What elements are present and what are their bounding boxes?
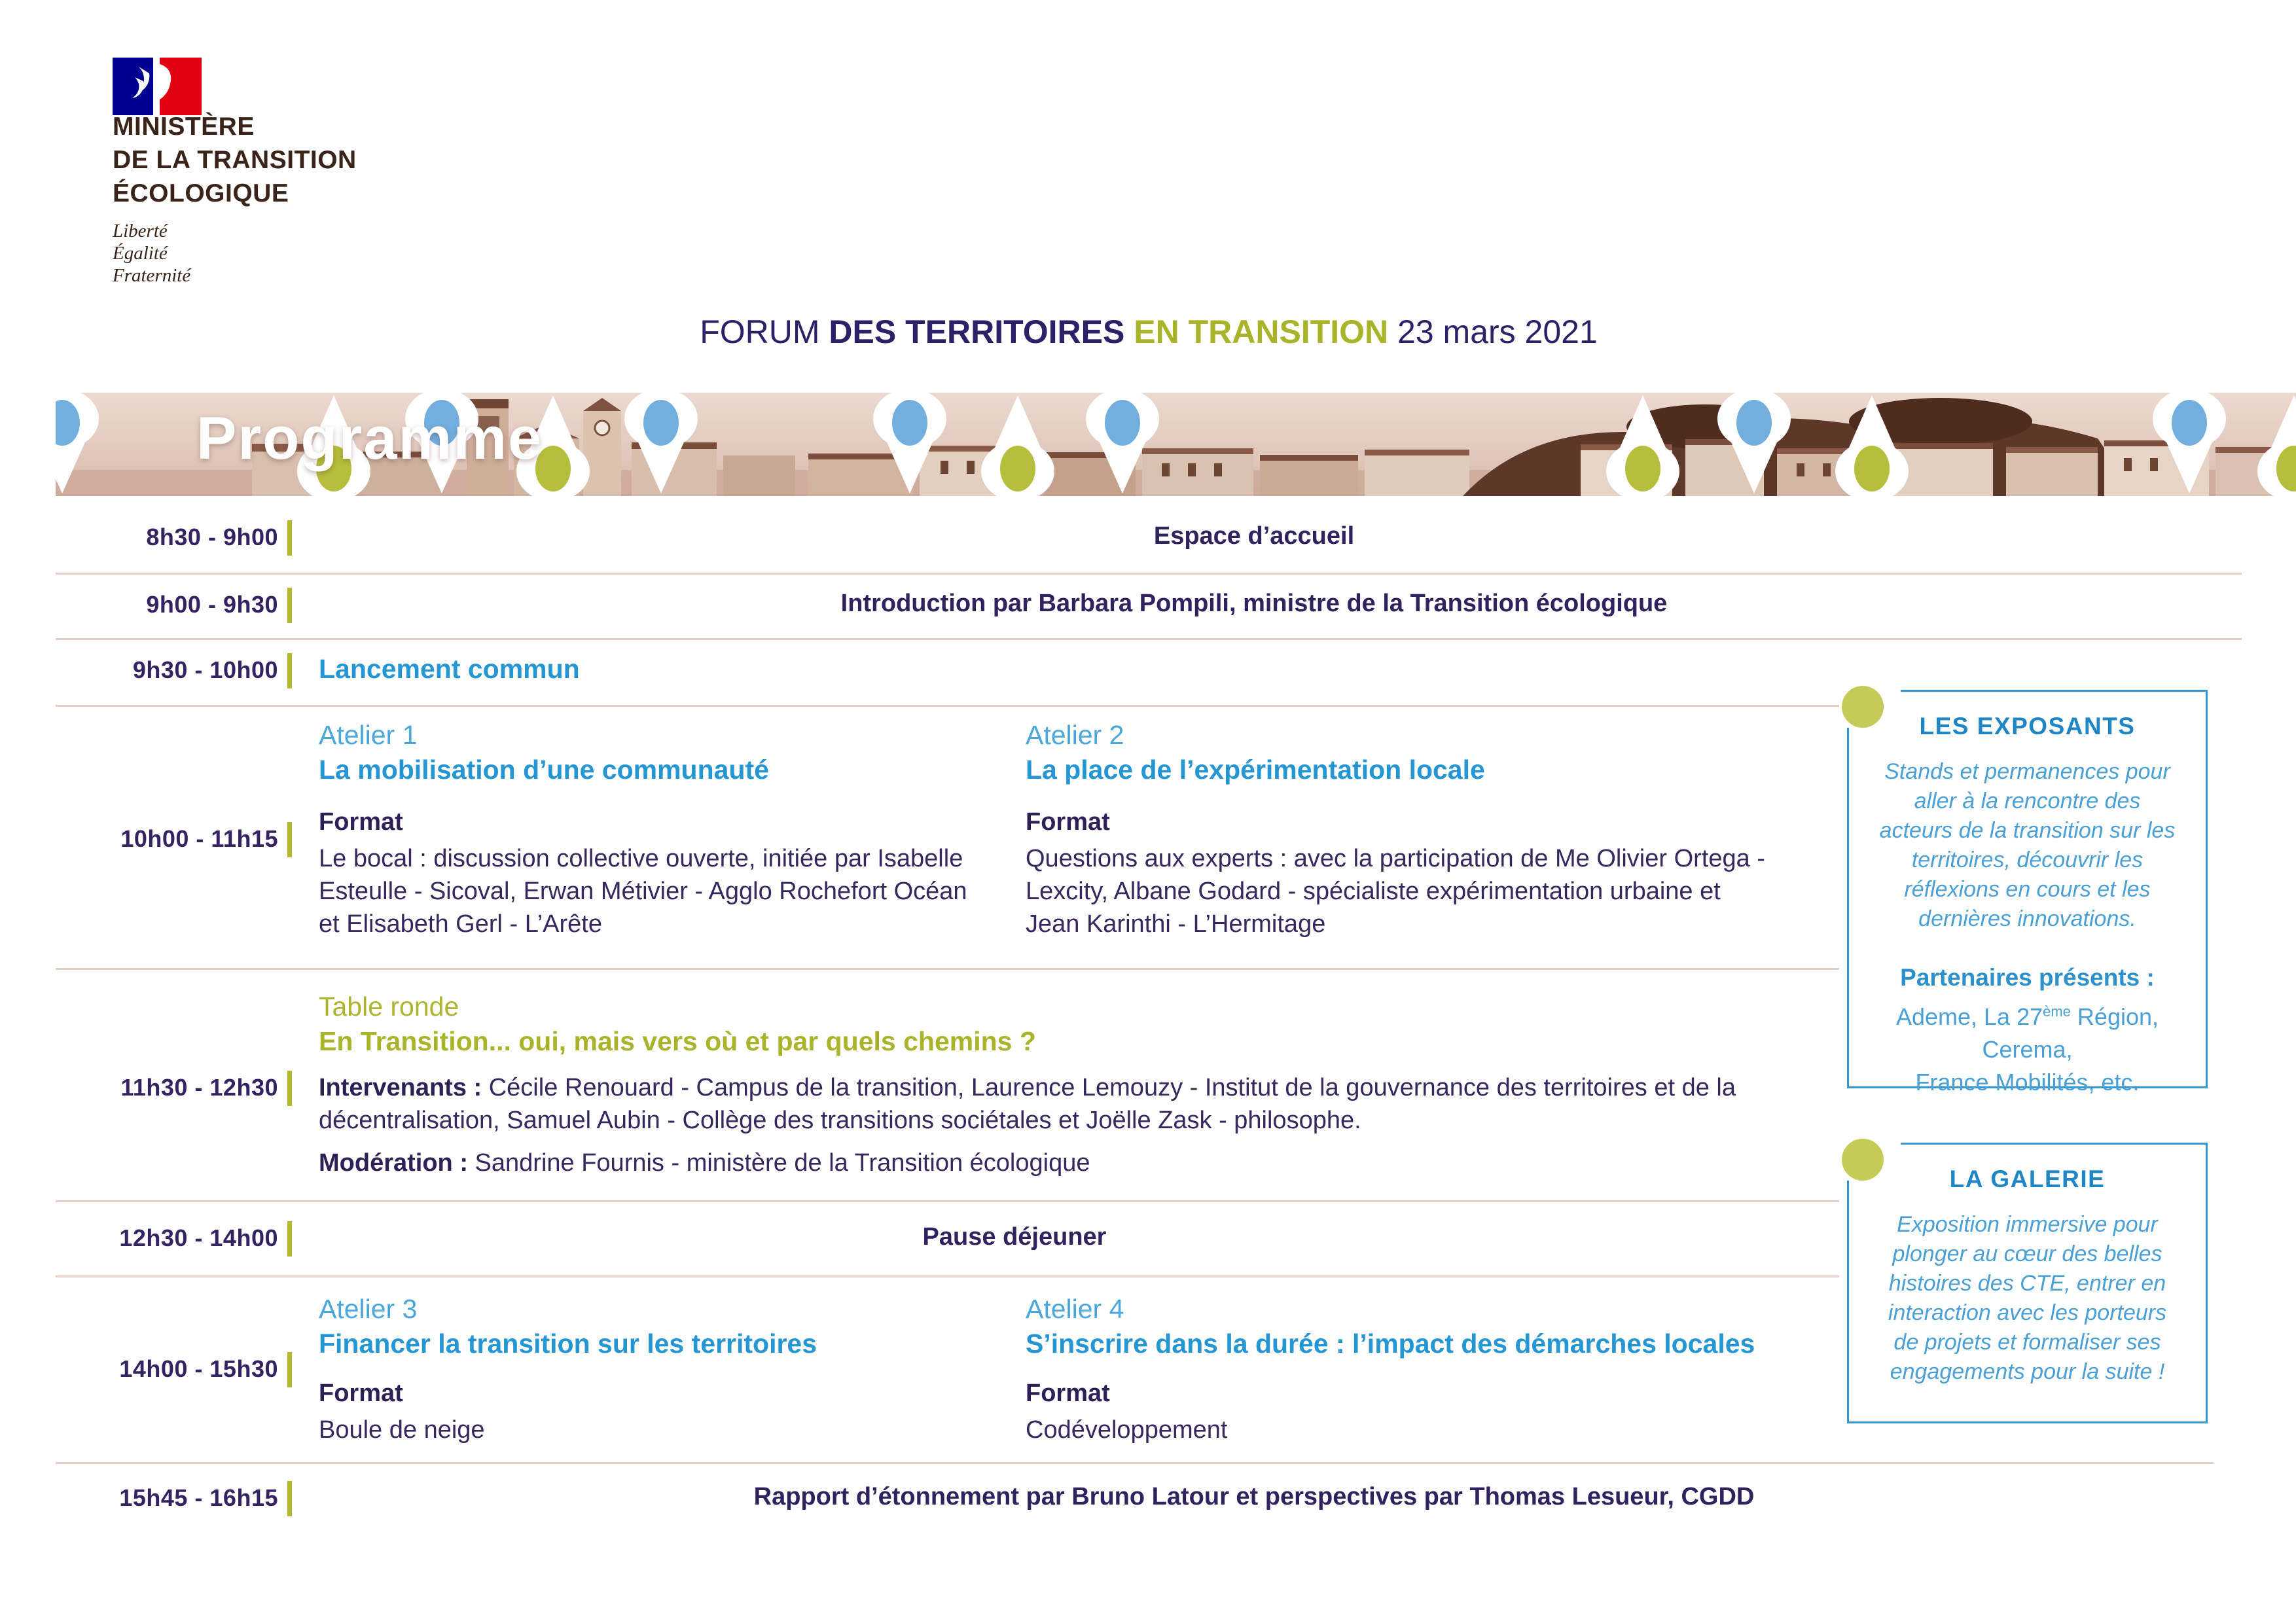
row-divider [56,1200,1839,1202]
moderation-text: Sandrine Fournis - ministère de la Transition écologique [475,1149,1090,1177]
atelier2-format-label: Format [1026,808,1110,836]
atelier2-label: Atelier 2 [1026,720,1124,750]
time-row5: 11h30 - 12h30 [120,1074,278,1101]
galerie-description: Exposition immersive pour plonger au cœur des belles histoires des CTE, entrer en interaction avec les porteurs de projets et formaliser ses engagements pour la suite ! [1888,1212,2167,1384]
atelier3-format-text: Boule de neige [319,1416,485,1444]
time-row4: 10h00 - 11h15 [120,825,278,852]
motto-fraternite: Fraternité [113,265,191,286]
time-bar [287,653,292,688]
time-bar [287,1481,292,1516]
banner-title: Programme [196,405,543,472]
ministry-name [113,110,357,210]
table-ronde-title: En Transition... oui, mais vers où et par quels chemins ? [319,1026,1036,1056]
row-divider [56,1462,2214,1464]
atelier3-label: Atelier 3 [319,1294,418,1324]
olive-dot-icon [1842,1139,1884,1181]
event-rapport: Rapport d’étonnement par Bruno Latour et perspectives par Thomas Lesueur, CGDD [753,1483,1755,1510]
time-row6: 12h30 - 14h00 [119,1224,278,1251]
event-pause-dejeuner: Pause déjeuner [922,1223,1107,1251]
row-divider [56,573,2242,575]
time-row8: 15h45 - 16h15 [119,1484,278,1511]
title-date: 23 mars 2021 [1388,313,1598,350]
atelier4-format-label: Format [1026,1380,1110,1407]
time-bar [287,520,292,556]
atelier1-format-text: Le bocal : discussion collective ouverte, initiée par Isabelle Esteulle - Sicoval, Erwan Métivier - Agglo Rochefort Océan et Elisabeth Gerl - L’Arête [319,845,967,938]
event-lancement-commun: Lancement commun [319,654,580,684]
motto-liberte: Liberté [113,221,168,241]
olive-dot-icon [1842,686,1884,728]
french-republic-flag-icon [113,58,202,115]
time-row1: 8h30 - 9h00 [146,524,278,550]
time-bar [287,1071,292,1106]
time-bar [287,1352,292,1387]
atelier1-label: Atelier 1 [319,720,418,750]
event-introduction: Introduction par Barbara Pompili, ministre de la Transition écologique [840,590,1668,617]
title-forum: FORUM [700,313,829,350]
speakers-label: Intervenants : [319,1074,489,1101]
row-divider [56,1275,1839,1277]
partners-line3: France Mobilités, etc. [1915,1069,2140,1096]
time-bar [287,588,292,623]
atelier2-format-text: Questions aux experts : avec la participation de Me Olivier Ortega - Lexcity, Albane Godard - spécialiste expérimentation urbaine et Jean Karinthi - L’Hermitage [1026,845,1765,938]
ministry-motto [113,220,190,287]
exposants-description: Stands et permanences pour aller à la rencontre des acteurs de la transition sur les territoires, découvrir les réflexions en cours et les dernières innovations. [1879,759,2176,931]
galerie-title: LA GALERIE [1949,1166,2106,1192]
speakers-text: Cécile Renouard - Campus de la transition, Laurence Lemouzy - Institut de la gouvernance des territoires et de la décentralisation, Samuel Aubin - Collège des transitions sociétales et Joëlle Zask - philosophe. [319,1074,1736,1134]
atelier3-format-label: Format [319,1380,403,1407]
partners-label: Partenaires présents : [1900,964,2155,991]
partners-line1: Ademe, La 27ème Région, [1895,1003,2159,1030]
atelier1-title: La mobilisation d’une communauté [319,755,769,785]
event-espace-accueil: Espace d’accueil [1153,522,1355,550]
time-row3: 9h30 - 10h00 [132,656,278,683]
table-ronde-label: Table ronde [319,991,459,1022]
partners-line2: Cerema, [1982,1036,2073,1063]
marianne-profile-icon [160,58,202,115]
exposants-title: LES EXPOSANTS [1919,713,2136,740]
banner-photo [56,393,2296,496]
time-row7: 14h00 - 15h30 [119,1355,278,1382]
atelier2-title: La place de l’expérimentation locale [1026,755,1485,785]
table-ronde-moderation [319,1147,1844,1179]
motto-egalite: Égalité [113,243,168,264]
title-transition: EN TRANSITION [1134,313,1389,350]
time-row2: 9h00 - 9h30 [146,591,278,618]
ministry-name-line1: MINISTÈRE [113,113,255,141]
moderation-label: Modération : [319,1149,475,1177]
ministry-name-line3: ÉCOLOGIQUE [113,179,289,207]
atelier4-format-text: Codéveloppement [1026,1416,1228,1444]
partners-list [1849,995,2206,1099]
galerie-box [1847,1143,2208,1423]
time-bar [287,822,292,857]
exposants-box [1847,690,2208,1096]
page-title [56,313,2242,351]
title-territoires: DES TERRITOIRES [829,313,1134,350]
atelier3-title: Financer la transition sur les territoires [319,1329,817,1359]
ministry-name-line2: DE LA TRANSITION [113,146,357,174]
row-divider [56,705,1839,707]
marianne-swirl-icon [113,58,153,115]
table-ronde-speakers [319,1071,1844,1137]
atelier4-label: Atelier 4 [1026,1294,1124,1324]
atelier4-title: S’inscrire dans la durée : l’impact des démarches locales [1026,1329,1755,1359]
row-divider [56,638,2242,640]
atelier1-format-label: Format [319,808,403,836]
row-divider [56,968,1839,970]
